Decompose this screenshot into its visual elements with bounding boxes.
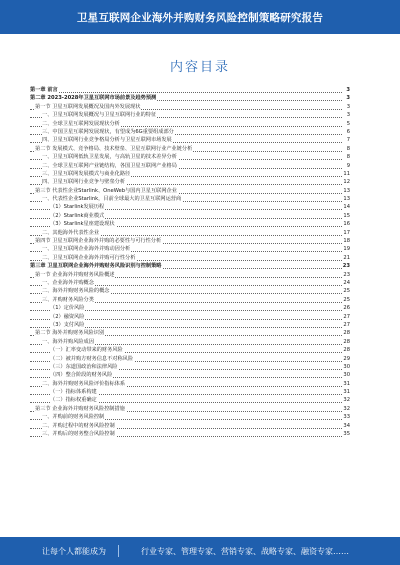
toc-entry-title: 四、卫星互联网行业竞争格局分析与卫星互联网市场发展 — [42, 137, 172, 144]
toc-entry[interactable] — [30, 321, 350, 329]
toc-entry-title: （1）Starlink发展历程 — [50, 204, 105, 211]
toc-entry[interactable] — [30, 111, 350, 119]
toc-entry[interactable] — [30, 94, 350, 102]
toc-entry[interactable] — [30, 279, 350, 287]
toc-entry[interactable] — [30, 128, 350, 136]
table-of-contents — [30, 86, 350, 438]
toc-entry-title: 第一节 卫星互联网发展概况及国内外发展现状 — [35, 103, 141, 110]
toc-entry[interactable] — [30, 405, 350, 413]
toc-entry-page: 24 — [343, 279, 350, 286]
toc-entry[interactable] — [30, 313, 350, 321]
toc-entry-page: 31 — [343, 380, 350, 387]
toc-entry-page: 15 — [343, 212, 350, 219]
toc-entry-title: 二、全球卫星互联网产业链结构，各国卫星互联网产业格局 — [42, 162, 177, 169]
toc-entry-page: 11 — [343, 170, 350, 177]
report-header — [0, 0, 400, 34]
toc-entry-title: 第三章 卫星互联网企业海外并购财务风险识别与控制策略 — [30, 263, 162, 270]
toc-entry-title: （二）指标权重确定 — [50, 397, 97, 404]
toc-entry-title: 第二节 海外并购财务风险识别 — [35, 330, 105, 337]
toc-entry-page: 17 — [343, 229, 350, 236]
toc-entry[interactable] — [30, 262, 350, 270]
toc-entry[interactable] — [30, 212, 350, 220]
toc-entry-page: 7 — [346, 137, 350, 144]
toc-entry[interactable] — [30, 430, 350, 438]
footer-divider — [118, 545, 119, 557]
toc-entry-page: 13 — [343, 187, 350, 194]
toc-entry-page: 30 — [343, 363, 350, 370]
toc-entry-page: 31 — [343, 389, 350, 396]
toc-entry-title: （一）汇率变动带来的财务风险 — [50, 347, 123, 354]
toc-entry[interactable] — [30, 103, 350, 111]
toc-entry[interactable] — [30, 162, 350, 170]
toc-entry[interactable] — [30, 195, 350, 203]
toc-entry[interactable] — [30, 380, 350, 388]
toc-entry-page: 3 — [346, 87, 350, 93]
toc-entry-page: 29 — [343, 355, 350, 362]
toc-entry-title: 一、卫星互联网发展概况与卫星互联网行业的特征 — [42, 112, 157, 119]
toc-entry-page: 23 — [342, 263, 350, 270]
toc-entry[interactable] — [30, 329, 350, 337]
toc-entry-title: 一、卫星互联网企业海外并购动因分析 — [42, 246, 131, 253]
toc-entry[interactable] — [30, 413, 350, 421]
toc-entry[interactable] — [30, 371, 350, 379]
toc-entry[interactable] — [30, 86, 350, 94]
toc-entry-page: 32 — [343, 397, 350, 404]
toc-entry-page: 35 — [343, 431, 350, 438]
toc-entry-title: 一、并购前的财务风险控制 — [42, 414, 105, 421]
toc-entry-title: （三）东道国政治和法律风险 — [50, 363, 118, 370]
toc-entry-page: 5 — [346, 120, 350, 127]
toc-entry-page: 3 — [346, 95, 350, 102]
toc-entry-title: （3）Starlink星座建设现状 — [50, 221, 115, 228]
toc-entry-title: 一、代表性企业Starlink，目前全球最大的卫星互联网运营商 — [42, 196, 182, 203]
toc-entry[interactable] — [30, 203, 350, 211]
toc-entry[interactable] — [30, 304, 350, 312]
toc-entry[interactable] — [30, 388, 350, 396]
toc-entry-page: 26 — [343, 305, 350, 312]
toc-entry[interactable] — [30, 363, 350, 371]
toc-entry[interactable] — [30, 396, 350, 404]
toc-entry-page: 16 — [343, 221, 350, 228]
toc-entry[interactable] — [30, 355, 350, 363]
toc-entry-page: 28 — [343, 347, 350, 354]
toc-heading: 内容目录 — [169, 60, 230, 75]
toc-entry[interactable] — [30, 229, 350, 237]
toc-entry-page: 33 — [343, 414, 350, 421]
toc-entry-title: 第三节 代表性企业Starlink、OneWeb与国内卫星互联网企业 — [35, 187, 177, 194]
toc-entry[interactable] — [30, 338, 350, 346]
toc-entry-title: 第三节 企业海外并购财务风险控制措施 — [35, 405, 125, 412]
toc-entry-title: 一、企业海外并购概念 — [42, 279, 94, 286]
toc-entry-page: 8 — [346, 145, 350, 152]
toc-entry[interactable] — [30, 296, 350, 304]
toc-entry-title: 一、海外并购风险成因 — [42, 338, 94, 345]
report-title: 卫星互联网企业海外并购财务风险控制策略研究报告 — [76, 11, 324, 24]
toc-entry-title: （二）被并购方财务信息不对称风险 — [50, 355, 134, 362]
toc-entry[interactable] — [30, 136, 350, 144]
toc-entry-page: 25 — [343, 296, 350, 303]
toc-entry-page: 3 — [346, 112, 350, 119]
toc-entry[interactable] — [30, 271, 350, 279]
toc-entry[interactable] — [30, 153, 350, 161]
toc-entry[interactable] — [30, 187, 350, 195]
toc-entry-title: （四）整合阶段的财务风险 — [50, 372, 113, 379]
toc-entry-page: 13 — [343, 196, 350, 203]
toc-entry-page: 18 — [343, 238, 350, 245]
footer-slogan: 让每个人都能成为 — [42, 546, 106, 556]
toc-entry-page: 9 — [346, 162, 350, 169]
toc-entry-title: 四、卫星互联网行业竞争与壁垒分析 — [42, 179, 126, 186]
toc-entry-title: 三、卫星互联网发展模式与商业化路径 — [42, 170, 131, 177]
toc-entry[interactable] — [30, 145, 350, 153]
toc-entry[interactable] — [30, 287, 350, 295]
toc-entry-title: （3）支付风险 — [50, 321, 85, 328]
toc-entry-page: 30 — [343, 372, 350, 379]
toc-entry-title: 第二节 发展模式、竞争格局、技术壁垒、卫星互联网行业产业链分析 — [35, 145, 193, 152]
toc-entry-title: 一、卫星互联网低轨卫星发展，与高轨卫星的技术差异分析 — [42, 154, 177, 161]
toc-entry-page: 3 — [346, 103, 350, 110]
toc-entry-title: （2）Starlink商业模式 — [50, 212, 105, 219]
toc-entry-title: （一）指标体系构建 — [50, 389, 97, 396]
toc-entry-page: 27 — [343, 313, 350, 320]
toc-entry[interactable] — [30, 120, 350, 128]
toc-entry-title: 第四节 卫星互联网企业海外并购的必要性与可行性分析 — [35, 238, 162, 245]
toc-entry[interactable] — [30, 422, 350, 430]
toc-entry-title: 二、卫星互联网企业海外并购可行性分析 — [42, 254, 136, 261]
toc-entry[interactable] — [30, 220, 350, 228]
toc-entry-page: 14 — [343, 204, 350, 211]
toc-leader-dots — [30, 92, 342, 93]
toc-entry-title: 第二章 2023-2028年卫星互联网市场前景及趋势预测 — [30, 95, 157, 102]
toc-entry-page: 12 — [343, 179, 350, 186]
toc-entry-page: 28 — [343, 330, 350, 337]
toc-entry-title: 二、海外并购财务风险评价指标体系 — [42, 380, 126, 387]
toc-entry-page: 8 — [346, 154, 350, 161]
toc-entry-title: 三、中国卫星互联网发展现状，有望成为6G重要组成部分 — [42, 128, 174, 135]
toc-entry-page: 23 — [343, 271, 350, 278]
toc-entry-title: 二、海外并购财务风险的概念 — [42, 288, 110, 295]
toc-entry-page: 34 — [343, 422, 350, 429]
toc-entry-title: （1）定价风险 — [50, 305, 85, 312]
toc-entry[interactable] — [30, 254, 350, 262]
toc-entry-title: 第一节 企业海外并购财务风险概述 — [35, 271, 115, 278]
toc-entry-title: 二、并购过程中的财务风险控制 — [42, 422, 115, 429]
toc-entry-title: 第一章 前言 — [30, 87, 58, 93]
toc-entry[interactable] — [30, 237, 350, 245]
toc-entry-page: 27 — [343, 321, 350, 328]
report-footer — [0, 537, 400, 565]
toc-entry-title: 二、其他海外代表性企业 — [42, 229, 100, 236]
toc-entry-title: （2）融资风险 — [50, 313, 85, 320]
toc-entry-page: 21 — [343, 254, 350, 261]
toc-entry-page: 19 — [343, 246, 350, 253]
footer-roles: 行业专家、管理专家、营销专家、战略专家、融资专家…… — [141, 546, 349, 556]
toc-entry-page: 6 — [346, 128, 350, 135]
toc-entry[interactable] — [30, 245, 350, 253]
toc-entry[interactable] — [30, 178, 350, 186]
toc-entry-title: 二、全球卫星互联网发展现状分析 — [42, 120, 120, 127]
toc-entry-title: 三、并购后的财务整合风险控制 — [42, 431, 115, 438]
toc-entry[interactable] — [30, 170, 350, 178]
toc-entry-title: 三、并购财务风险分类 — [42, 296, 94, 303]
toc-entry-page: 32 — [343, 405, 350, 412]
toc-entry[interactable] — [30, 346, 350, 354]
toc-entry-page: 25 — [343, 288, 350, 295]
toc-entry-page: 28 — [343, 338, 350, 345]
